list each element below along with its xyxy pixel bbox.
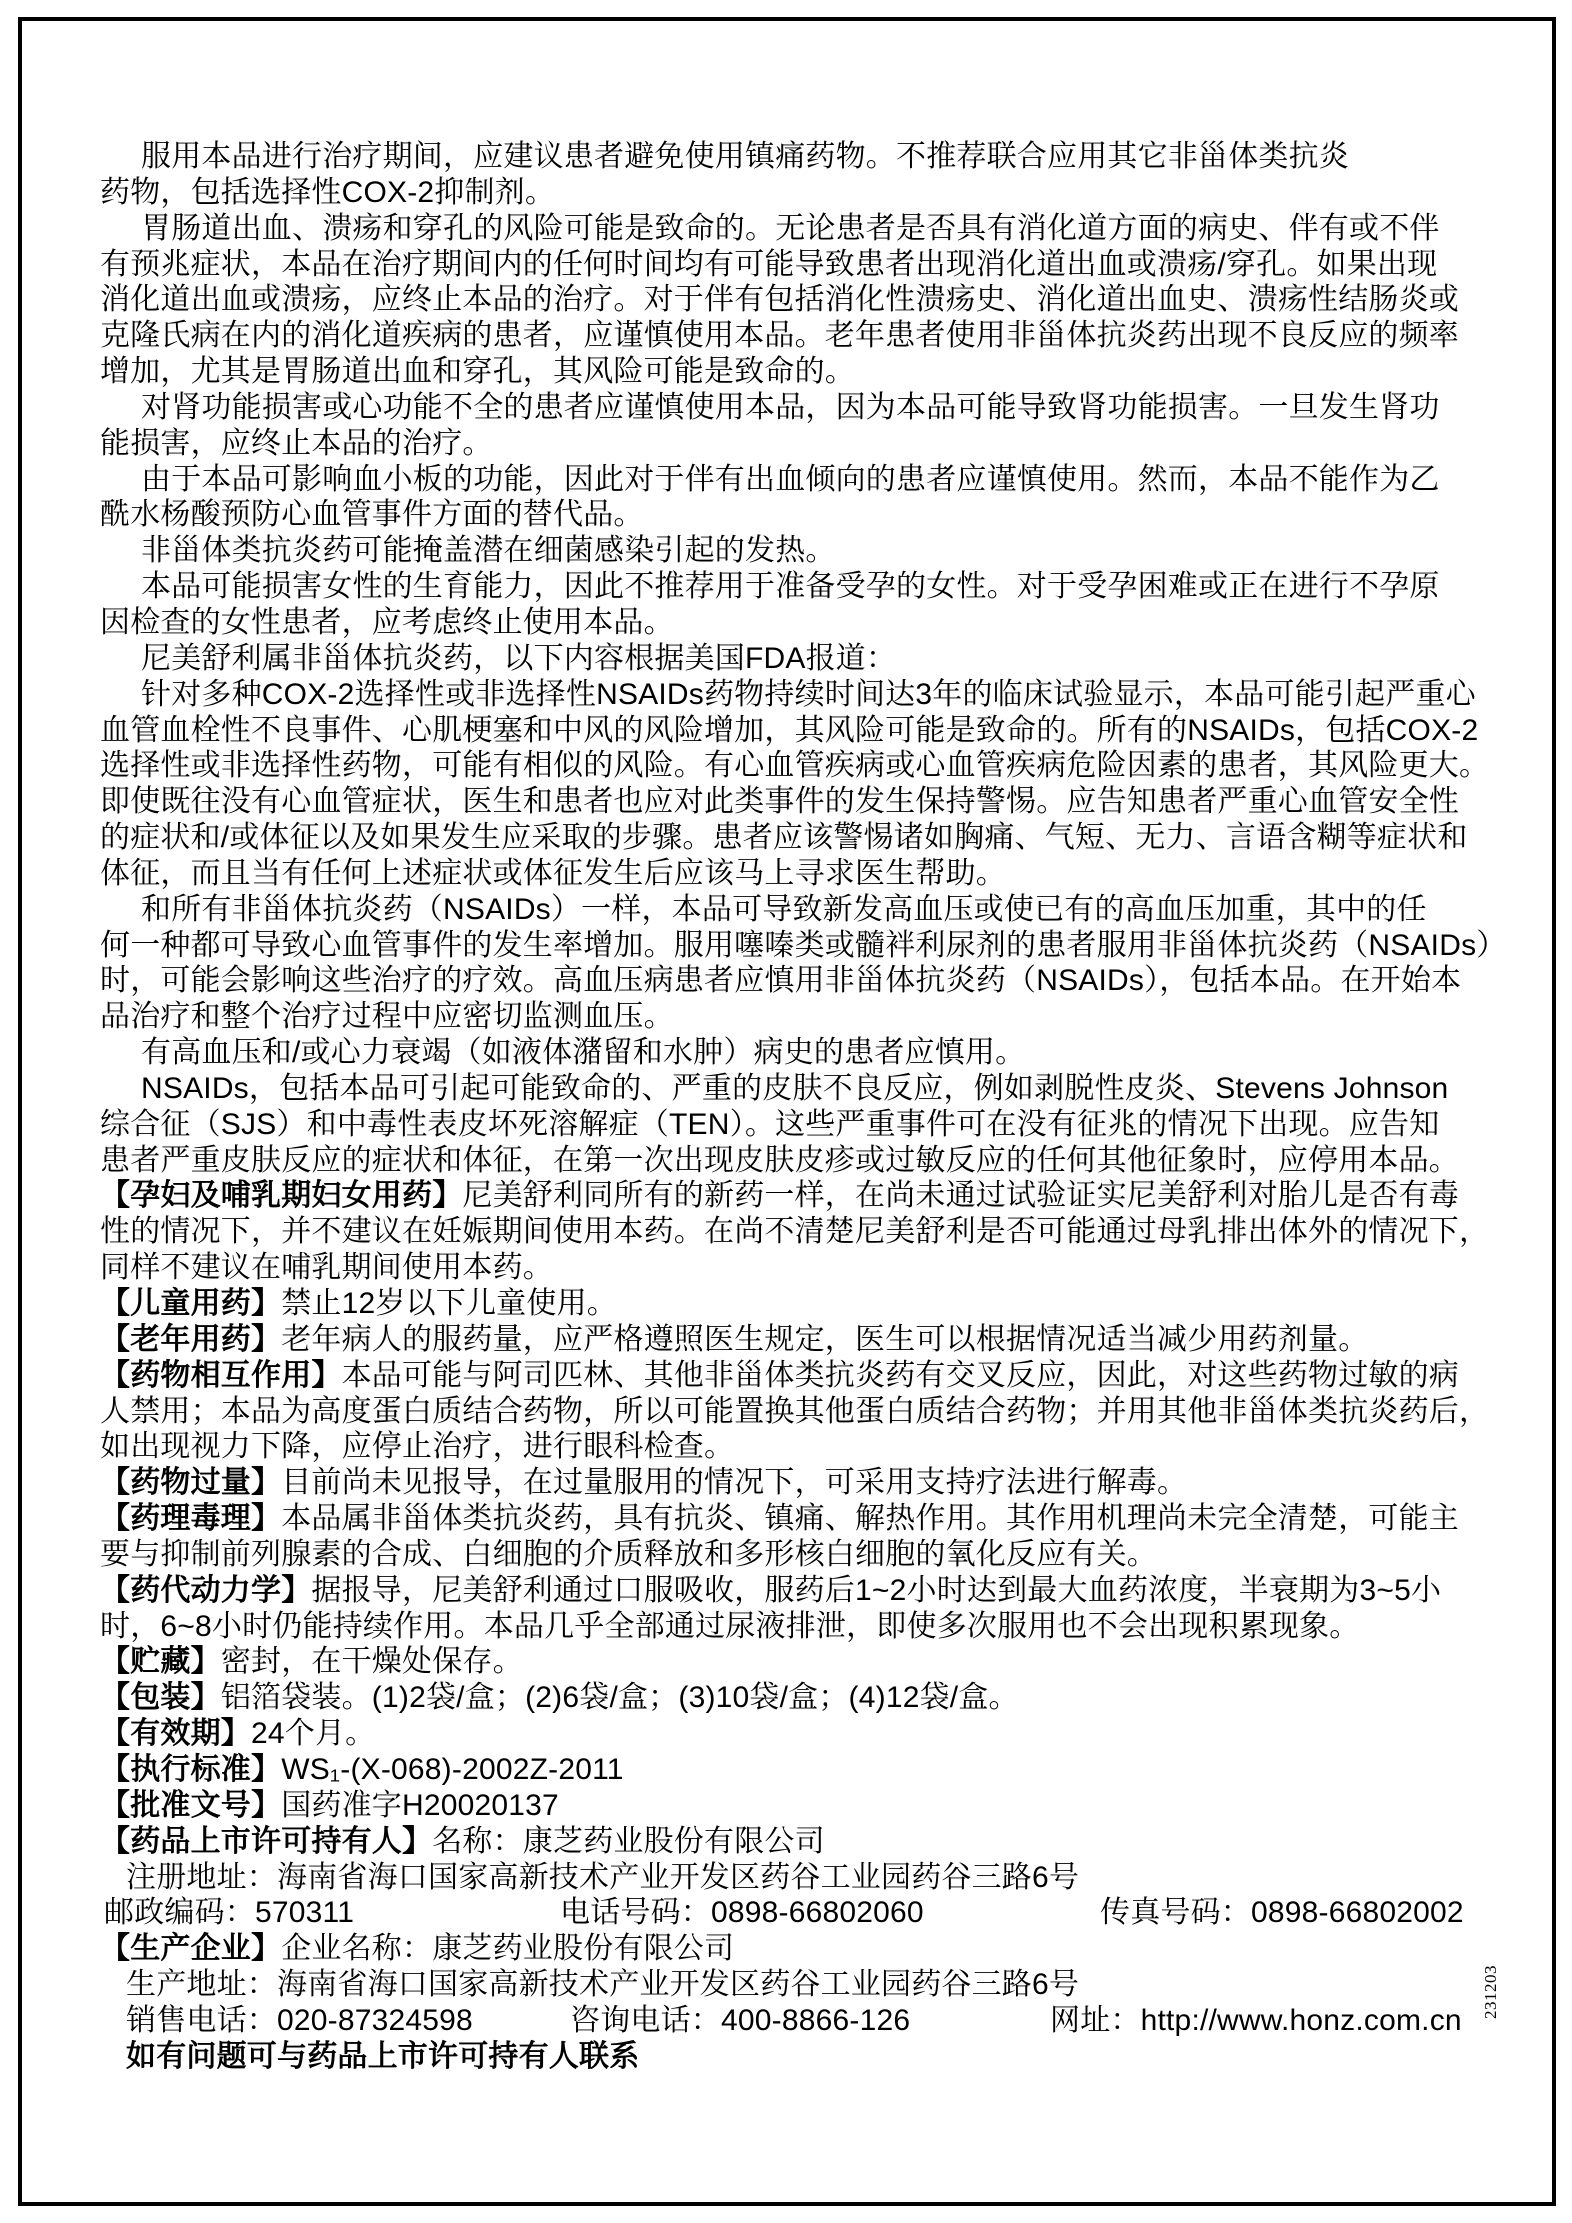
line-text: 即使既往没有心血管症状，医生和患者也应对此类事件的发生保持警惕。应告知患者严重心血管安全性	[100, 785, 1459, 819]
text-line	[100, 1107, 1485, 1143]
section-header: 【儿童用药】	[100, 1287, 282, 1320]
section-header: 【药品上市许可持有人】	[100, 1824, 433, 1858]
text-line	[100, 999, 1485, 1035]
text-line	[100, 569, 1485, 605]
line-text: 非甾体类抗炎药可能掩盖潜在细菌感染引起的发热。	[141, 534, 836, 568]
line-text: 酰水杨酸预防心血管事件方面的替代品。	[100, 498, 644, 532]
line-text: 选择性或非选择性药物，可能有相似的风险。有心血管疾病或心血管疾病危险因素的患者，其风险更大。	[100, 749, 1490, 783]
line-text: 胃肠道出血、溃疡和穿孔的风险可能是致命的。无论患者是否具有消化道方面的病史、伴有或不伴	[141, 211, 1440, 245]
section-header: 【贮藏】	[100, 1645, 221, 1679]
section-line	[100, 1824, 1485, 1860]
line-text: 本品属非甾体类抗炎药，具有抗炎、镇痛、解热作用。其作用机理尚未完全清楚，可能主	[281, 1502, 1460, 1536]
text-line	[100, 1967, 1485, 2003]
line-text: 铝箔袋装。(1)2袋/盒；(2)6袋/盒；(3)10袋/盒；(4)12袋/盒。	[220, 1681, 1019, 1715]
line-text: 尼美舒利同所有的新药一样，在尚未通过试验证实尼美舒利对胎儿是否有毒	[462, 1179, 1460, 1213]
line-text: 禁止12岁以下儿童使用。	[281, 1287, 617, 1320]
text-line	[100, 963, 1485, 999]
line-text: 综合征（SJS）和中毒性表皮坏死溶解症（TEN）。这些严重事件可在没有征兆的情况下出现。应告知	[100, 1107, 1440, 1141]
section-header: 【老年用药】	[100, 1322, 282, 1356]
line-text: 服用本品进行治疗期间，应建议患者避免使用镇痛药物。不推荐联合应用其它非甾体类抗炎	[141, 140, 1349, 173]
text-line	[100, 139, 1485, 175]
text-line	[100, 211, 1485, 247]
line-text: 本品可能与阿司匹林、其他非甾体类抗炎药有交叉反应，因此，对这些药物过敏的病	[341, 1358, 1460, 1392]
text-line	[100, 354, 1485, 390]
text-line	[100, 1429, 1485, 1465]
line-text: 人禁用；本品为高度蛋白质结合药物，所以可能置换其他蛋白质结合药物；并用其他非甾体类抗炎药后，	[100, 1394, 1490, 1428]
text-line	[100, 1860, 1485, 1896]
text-line	[100, 2003, 1485, 2039]
text-line	[100, 856, 1485, 892]
line-text: 老年病人的服药量，应严格遵照医生规定，医生可以根据情况适当减少用药剂量。	[281, 1322, 1369, 1356]
print-batch-code: 231203	[1481, 1965, 1500, 2019]
line-text: 要与抑制前列腺素的合成、白细胞的介质释放和多形核白细胞的氧化反应有关。	[100, 1537, 1157, 1571]
line-text: 时，6~8小时仍能持续作用。本品几乎全部通过尿液排泄，即使多次服用也不会出现积累现象。	[100, 1609, 1360, 1643]
contact-field: 邮政编码：570311	[104, 1896, 355, 1930]
contact-field: 销售电话：020-87324598	[126, 2003, 473, 2037]
line-text: 体征，而且当有任何上述症状或体征发生后应该马上寻求医生帮助。	[100, 856, 1006, 890]
line-text: 针对多种COX-2选择性或非选择性NSAIDs药物持续时间达3年的临床试验显示，本品可能引起严重心	[141, 677, 1476, 711]
contact-field: 网址：http://www.honz.com.cn	[1050, 2003, 1462, 2037]
line-text: 品治疗和整个治疗过程中应密切监测血压。	[100, 1000, 674, 1034]
section-header: 【有效期】	[100, 1717, 251, 1751]
text-line	[100, 247, 1485, 283]
line-text: 密封，在干燥处保存。	[220, 1645, 523, 1679]
line-text: 时，可能会影响这些治疗的疗效。高血压病患者应慎用非甾体抗炎药（NSAIDs），包括本品。在开始本	[100, 964, 1462, 998]
section-line	[100, 1358, 1485, 1394]
text-line	[100, 175, 1485, 211]
line-text: 患者严重皮肤反应的症状和体征，在第一次出现皮肤皮疹或过敏反应的任何其他征象时，应停用本品。	[100, 1143, 1459, 1177]
text-line	[100, 892, 1485, 928]
section-line	[100, 1286, 1485, 1322]
line-text: 对肾功能损害或心功能不全的患者应谨慎使用本品，因为本品可能导致肾功能损害。一旦发生肾功	[141, 390, 1440, 424]
line-text: 24个月。	[251, 1717, 376, 1751]
text-line	[100, 820, 1485, 856]
text-line	[100, 605, 1485, 641]
text-line	[100, 318, 1485, 354]
section-line	[100, 1573, 1485, 1609]
line-text: 增加，尤其是胃肠道出血和穿孔，其风险可能是致命的。	[100, 355, 855, 389]
line-text: 血管血栓性不良事件、心肌梗塞和中风的风险增加，其风险可能是致命的。所有的NSAIDs，包括COX-2	[100, 713, 1479, 747]
line-text: 目前尚未见报导，在过量服用的情况下，可采用支持疗法进行解毒。	[281, 1466, 1188, 1500]
text-line	[100, 677, 1485, 713]
section-header: 【批准文号】	[100, 1788, 282, 1822]
section-line	[100, 1322, 1485, 1358]
text-line	[100, 641, 1485, 677]
line-text: 因检查的女性患者，应考虑终止使用本品。	[100, 605, 674, 639]
line-text: 消化道出血或溃疡，应终止本品的治疗。对于伴有包括消化性溃疡史、消化道出血史、溃疡性结肠炎或	[100, 283, 1459, 317]
section-line	[100, 1788, 1485, 1824]
text-line	[100, 1609, 1485, 1645]
contact-field: 传真号码：0898-66802002	[1100, 1896, 1464, 1930]
text-line	[100, 533, 1485, 569]
text-line	[100, 1895, 1485, 1931]
section-line	[100, 1465, 1485, 1501]
text-line	[100, 2039, 1485, 2075]
section-line	[100, 1752, 1485, 1788]
text-line	[100, 1214, 1490, 1250]
text-line	[100, 497, 1485, 533]
line-text: 性的情况下，并不建议在妊娠期间使用本药。在尚不清楚尼美舒利是否可能通过母乳排出体外的情况下，	[100, 1215, 1490, 1249]
line-text: 克隆氏病在内的消化道疾病的患者，应谨慎使用本品。老年患者使用非甾体抗炎药出现不良反应的频率	[100, 319, 1459, 353]
text-line	[100, 1035, 1485, 1071]
contact-field: 电话号码：0898-66802060	[560, 1896, 924, 1930]
section-header: 【药物相互作用】	[100, 1358, 342, 1392]
text-line	[100, 784, 1485, 820]
line-text: 同样不建议在哺乳期间使用本药。	[100, 1251, 553, 1285]
line-text: 国药准字H20020137	[281, 1788, 559, 1822]
text-line	[100, 1143, 1485, 1179]
text-line	[100, 1250, 1485, 1286]
package-insert-page	[18, 17, 1556, 2206]
line-text: 尼美舒利属非甾体抗炎药，以下内容根据美国FDA报道：	[141, 641, 897, 675]
text-line	[100, 462, 1485, 498]
line-text: 和所有非甾体抗炎药（NSAIDs）一样，本品可导致新发高血压或使已有的高血压加重，其中的任	[141, 892, 1427, 926]
line-text: 的症状和/或体征以及如果发生应采取的步骤。患者应该警惕诸如胸痛、气短、无力、言语含糊等症状和	[100, 821, 1468, 855]
section-line	[100, 1680, 1485, 1716]
line-text: 如有问题可与药品上市许可持有人联系	[126, 2039, 640, 2073]
section-header: 【孕妇及哺乳期妇女用药】	[100, 1179, 463, 1213]
text-line	[100, 713, 1485, 749]
text-line	[100, 426, 1485, 462]
section-header: 【生产企业】	[100, 1932, 282, 1966]
text-line	[100, 748, 1490, 784]
section-line	[100, 1501, 1485, 1537]
section-header: 【包装】	[100, 1681, 221, 1715]
section-line	[100, 1178, 1485, 1214]
text-line	[100, 1537, 1485, 1573]
line-text: 何一种都可导致心血管事件的发生率增加。服用噻嗪类或髓袢利尿剂的患者服用非甾体抗炎药（NSAIDs）	[100, 928, 1507, 962]
line-text: NSAIDs，包括本品可引起可能致命的、严重的皮肤不良反应，例如剥脱性皮炎、Stevens Johnson	[141, 1071, 1449, 1105]
line-text: 药物，包括选择性COX-2抑制剂。	[100, 175, 556, 209]
line-text: 有预兆症状，本品在治疗期间内的任何时间均有可能导致患者出现消化道出血或溃疡/穿孔。如果出现	[100, 247, 1438, 281]
contact-field: 咨询电话：400-8866-126	[570, 2003, 911, 2037]
section-line	[100, 1644, 1485, 1680]
text-line	[100, 1394, 1490, 1430]
section-header: 【药物过量】	[100, 1466, 282, 1500]
line-text: 本品可能损害女性的生育能力，因此不推荐用于准备受孕的女性。对于受孕困难或正在进行不孕原	[141, 570, 1440, 604]
section-line	[100, 1931, 1485, 1967]
text-line	[100, 1071, 1485, 1107]
line-text: 如出现视力下降，应停止治疗，进行眼科检查。	[100, 1430, 735, 1464]
line-text: 注册地址：海南省海口国家高新技术产业开发区药谷工业园药谷三路6号	[126, 1860, 1080, 1894]
text-line	[100, 282, 1485, 318]
section-header: 【药代动力学】	[100, 1573, 312, 1607]
section-header: 【药理毒理】	[100, 1502, 282, 1536]
line-text: 有高血压和/或心力衰竭（如液体潴留和水肿）病史的患者应慎用。	[141, 1036, 1026, 1070]
text-line	[100, 928, 1507, 964]
line-text: 由于本品可影响血小板的功能，因此对于伴有出血倾向的患者应谨慎使用。然而，本品不能作为乙	[141, 462, 1440, 496]
line-text: WS₁-(X-068)-2002Z-2011	[281, 1752, 624, 1786]
section-line	[100, 1716, 1485, 1752]
line-text: 生产地址：海南省海口国家高新技术产业开发区药谷工业园药谷三路6号	[126, 1968, 1080, 2002]
section-header: 【执行标准】	[100, 1752, 282, 1786]
line-text: 企业名称：康芝药业股份有限公司	[281, 1932, 735, 1966]
line-text: 名称：康芝药业股份有限公司	[432, 1824, 825, 1858]
line-text: 能损害，应终止本品的治疗。	[100, 426, 493, 460]
text-line	[100, 390, 1485, 426]
line-text: 据报导，尼美舒利通过口服吸收，服药后1~2小时达到最大血药浓度，半衰期为3~5小	[311, 1573, 1442, 1607]
